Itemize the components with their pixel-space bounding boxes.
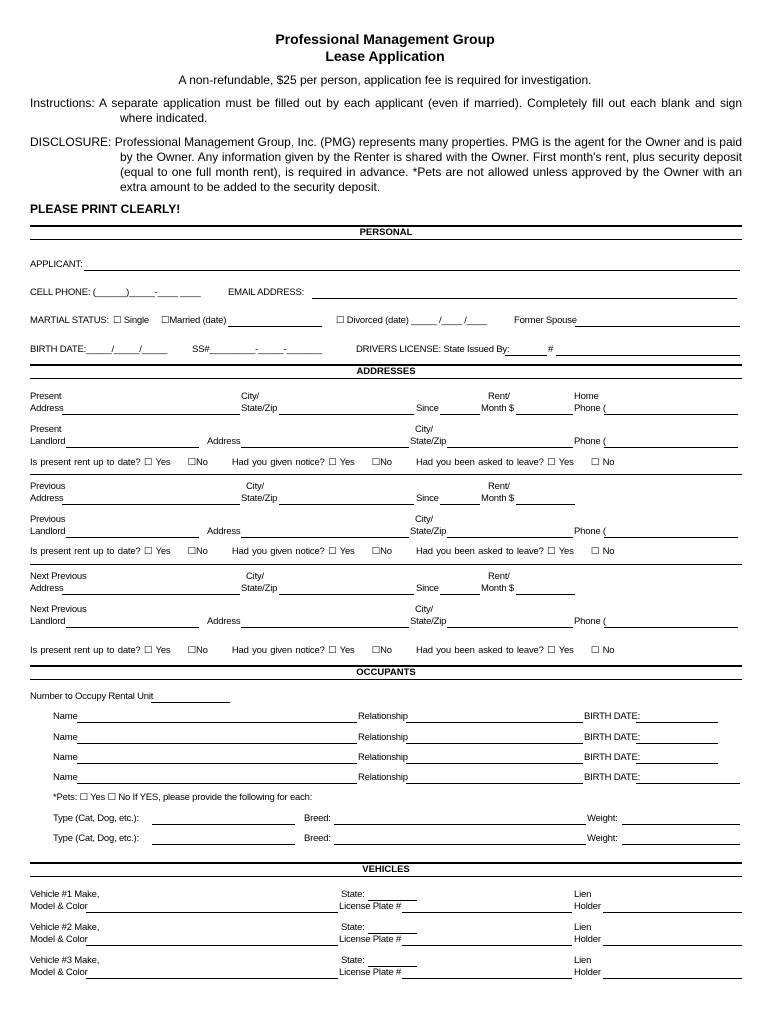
vehicle-3-model-field[interactable] [86, 978, 338, 979]
notice-yes-checkbox[interactable]: ☐ Yes [328, 457, 355, 468]
occupant-name-field[interactable] [77, 763, 357, 764]
drivers-license-label: DRIVERS LICENSE: State Issued By: [356, 344, 510, 355]
pets-yes-checkbox[interactable]: ☐ Yes [79, 792, 106, 803]
since-label: Since [416, 583, 439, 594]
birth-date-label: BIRTH DATE: [584, 772, 641, 783]
rent-yes-checkbox[interactable]: ☐ Yes [143, 457, 171, 468]
pets-label: *Pets: [53, 792, 78, 803]
rent-label: Rent/ [488, 481, 510, 492]
rent-up-to-date-question: Is present rent up to date? [30, 546, 141, 557]
next-previous-city-field[interactable] [279, 594, 414, 595]
yes-label: Yes [339, 457, 355, 468]
notice-yes-checkbox[interactable]: ☐ Yes [328, 546, 355, 557]
previous-rent-questions [30, 546, 614, 557]
next-previous-rent-questions [30, 645, 614, 656]
name-label: Name [53, 732, 78, 743]
vehicle-1-plate-field[interactable] [402, 912, 572, 913]
no-label: No [196, 457, 208, 468]
married-checkbox[interactable]: ☐Married (date) [161, 315, 227, 326]
occupant-name-field[interactable] [77, 783, 357, 784]
lien-label: Lien [574, 955, 592, 966]
yes-label: Yes [558, 645, 574, 656]
vehicle-3-label: Vehicle #3 Make, [30, 955, 100, 966]
divider [30, 564, 742, 565]
rent-up-to-date-question: Is present rent up to date? [30, 645, 141, 656]
pet-type-label: Type (Cat, Dog, etc.): [53, 813, 139, 824]
present-landlord-field[interactable] [66, 447, 199, 448]
month-label: Month $ [481, 403, 514, 414]
birth-date-label: BIRTH DATE: [584, 711, 641, 722]
next-previous-address-field[interactable] [62, 594, 240, 595]
model-color-label: Model & Color [30, 934, 88, 945]
license-number-field[interactable] [556, 355, 740, 356]
section-heading: PERSONAL [359, 227, 413, 238]
email-field[interactable] [312, 298, 737, 299]
previous-label: Previous [30, 514, 66, 525]
section-addresses [30, 364, 742, 379]
vehicle-1-label: Vehicle #1 Make, [30, 889, 100, 900]
vehicle-3-plate-field[interactable] [402, 978, 572, 979]
pet-type-field[interactable] [152, 844, 295, 845]
married-date-field[interactable] [228, 326, 322, 327]
relationship-label: Relationship [358, 732, 408, 743]
fee-note: A non-refundable, $25 per person, application fee is required for investigation. [178, 73, 592, 87]
weight-label: Weight: [587, 833, 618, 844]
present-city-field[interactable] [279, 414, 414, 415]
cell-phone-label[interactable]: CELL PHONE: (______)_____-____ ____ [30, 287, 201, 298]
vehicle-1-lien-field[interactable] [603, 912, 742, 913]
phone-label: Phone ( [574, 436, 606, 447]
since-label: Since [416, 493, 439, 504]
vehicle-2-label: Vehicle #2 Make, [30, 922, 100, 933]
previous-landlord-city-field[interactable] [447, 537, 573, 538]
yes-label: Yes [558, 546, 574, 557]
plate-label: License Plate # [339, 967, 401, 978]
no-label: No [196, 546, 208, 557]
present-rent-questions [30, 457, 614, 468]
vehicle-2-plate-field[interactable] [402, 945, 572, 946]
section-heading: ADDRESSES [356, 366, 416, 377]
rent-yes-checkbox[interactable]: ☐ Yes [143, 645, 171, 656]
applicant-field[interactable] [84, 270, 740, 271]
rent-label: Rent/ [488, 571, 510, 582]
breed-label: Breed: [304, 813, 331, 824]
divorced-label: Divorced (date) _____ /____ /____ [346, 315, 487, 326]
phone-label: Phone ( [574, 403, 606, 414]
state-zip-label: State/Zip [410, 436, 447, 447]
no-label: No [380, 546, 392, 557]
former-spouse-field[interactable] [575, 326, 740, 327]
since-label: Since [416, 403, 439, 414]
next-previous-since-field[interactable] [440, 594, 480, 595]
number-occupants-field[interactable] [151, 702, 230, 703]
address-label: Address [207, 436, 241, 447]
pet-type-label: Type (Cat, Dog, etc.): [53, 833, 139, 844]
print-clearly-label: PLEASE PRINT CLEARLY! [30, 202, 181, 216]
phone-label: Phone ( [574, 616, 606, 627]
previous-since-field[interactable] [440, 504, 480, 505]
previous-address-field[interactable] [62, 504, 240, 505]
applicant-label: APPLICANT: [30, 259, 83, 270]
phone-label: Phone ( [574, 526, 606, 537]
city-label: City/ [246, 481, 265, 492]
occupant-relationship-field[interactable] [406, 783, 583, 784]
occupant-birth-date-field[interactable] [636, 783, 740, 784]
leave-no-checkbox[interactable]: ☐ No [590, 645, 615, 656]
leave-question: Had you been asked to leave? [415, 645, 544, 656]
leave-yes-checkbox[interactable]: ☐ Yes [547, 457, 574, 468]
leave-no-checkbox[interactable]: ☐ No [590, 457, 615, 468]
address-label: Address [30, 583, 64, 594]
pets-no-checkbox[interactable]: ☐ No If YES, please provide the following for each: [107, 792, 313, 803]
plate-label: License Plate # [339, 934, 401, 945]
rent-no-checkbox[interactable]: ☐No [187, 546, 208, 557]
marital-label: MARTIAL STATUS: [30, 315, 109, 326]
state-zip-label: State/Zip [241, 403, 278, 414]
city-label: City/ [246, 571, 265, 582]
holder-label: Holder [574, 967, 601, 978]
relationship-label: Relationship [358, 711, 408, 722]
rent-up-to-date-question: Is present rent up to date? [30, 457, 141, 468]
state-zip-label: State/Zip [410, 526, 447, 537]
rent-yes-checkbox[interactable]: ☐ Yes [143, 546, 171, 557]
rent-no-checkbox[interactable]: ☐No [187, 457, 208, 468]
relationship-label: Relationship [358, 752, 408, 763]
leave-question: Had you been asked to leave? [415, 546, 544, 557]
rent-label: Rent/ [488, 391, 510, 402]
state-zip-label: State/Zip [241, 493, 278, 504]
birth-date-label: BIRTH DATE: [584, 752, 641, 763]
pet-weight-field[interactable] [622, 844, 740, 845]
city-label: City/ [415, 604, 434, 615]
section-heading: VEHICLES [362, 864, 410, 875]
weight-label: Weight: [587, 813, 618, 824]
married-label: Married (date) [169, 315, 227, 326]
next-previous-landlord-phone-field[interactable] [604, 627, 738, 628]
month-label: Month $ [481, 493, 514, 504]
section-occupants [30, 665, 742, 680]
single-label: Single [123, 315, 149, 326]
present-landlord-city-field[interactable] [447, 447, 573, 448]
section-heading: OCCUPANTS [356, 667, 416, 678]
present-label: Present [30, 424, 62, 435]
address-label: Address [207, 526, 241, 537]
divider [30, 474, 742, 475]
occupant-relationship-field[interactable] [406, 763, 583, 764]
section-vehicles [30, 862, 742, 877]
present-label: Present [30, 391, 62, 402]
previous-landlord-field[interactable] [66, 537, 199, 538]
birth-date-label: BIRTH DATE: [584, 732, 641, 743]
disclosure-text: DISCLOSURE: Professional Management Group, Inc. (PMG) represents many properties. PMG is the agent for the Owner and is paid by the Owner. Any information given by the Renter is shared with the Owner. First month's rent, plus security deposit (equal to one full month rent), is required in advance. *Pets are not allowed unless approved by the Owner with an extra amount to be added to the security deposit. [30, 135, 742, 194]
divorced-checkbox[interactable]: ☐ Divorced (date) _____ /____ /____ [336, 315, 487, 326]
leave-yes-checkbox[interactable]: ☐ Yes [547, 645, 574, 656]
previous-label: Previous [30, 481, 66, 492]
section-personal [30, 225, 742, 240]
no-label: No [602, 546, 615, 557]
holder-label: Holder [574, 934, 601, 945]
yes-label: Yes [339, 546, 355, 557]
yes-label: Yes [90, 792, 106, 803]
name-label: Name [53, 772, 78, 783]
holder-label: Holder [574, 901, 601, 912]
model-color-label: Model & Color [30, 901, 88, 912]
yes-label: Yes [558, 457, 574, 468]
city-label: City/ [241, 391, 260, 402]
single-checkbox[interactable]: ☐ Single [113, 315, 149, 326]
ss-label[interactable]: SS#_________-_____-_______ [192, 344, 323, 355]
notice-question: Had you given notice? [231, 645, 325, 656]
home-label: Home [574, 391, 599, 402]
leave-no-checkbox[interactable]: ☐ No [590, 546, 615, 557]
present-rent-field[interactable] [516, 414, 573, 415]
relationship-label: Relationship [358, 772, 408, 783]
city-label: City/ [415, 514, 434, 525]
vehicle-2-lien-field[interactable] [603, 945, 742, 946]
pet-type-field[interactable] [152, 824, 295, 825]
name-label: Name [53, 752, 78, 763]
rent-no-checkbox[interactable]: ☐No [187, 645, 208, 656]
month-label: Month $ [481, 583, 514, 594]
notice-question: Had you given notice? [231, 457, 325, 468]
next-previous-landlord-field[interactable] [66, 627, 199, 628]
next-previous-rent-field[interactable] [516, 594, 575, 595]
leave-yes-checkbox[interactable]: ☐ Yes [547, 546, 574, 557]
no-label: No [380, 457, 392, 468]
instructions-text: Instructions: A separate application must be filled out by each applicant (even if married). Completely fill out each blank and sign where indicated. [30, 96, 742, 125]
occupant-birth-date-field[interactable] [636, 722, 718, 723]
number-occupants-label: Number to Occupy Rental Unit [30, 691, 154, 702]
yes-label: Yes [155, 546, 171, 557]
yes-label: Yes [155, 645, 171, 656]
form-title: Professional Management Group [275, 31, 495, 47]
lien-label: Lien [574, 922, 592, 933]
pet-breed-field[interactable] [334, 844, 586, 845]
vehicle-1-model-field[interactable] [86, 912, 338, 913]
present-since-field[interactable] [440, 414, 480, 415]
no-label: No [196, 645, 208, 656]
notice-yes-checkbox[interactable]: ☐ Yes [328, 645, 355, 656]
name-label: Name [53, 711, 78, 722]
state-label: State: [341, 889, 365, 900]
state-label: State: [341, 955, 365, 966]
state-label: State: [341, 922, 365, 933]
lien-label: Lien [574, 889, 592, 900]
plate-label: License Plate # [339, 901, 401, 912]
model-color-label: Model & Color [30, 967, 88, 978]
pet-breed-field[interactable] [334, 824, 586, 825]
city-label: City/ [415, 424, 434, 435]
occupant-relationship-field[interactable] [406, 722, 583, 723]
previous-rent-field[interactable] [516, 504, 575, 505]
occupant-birth-date-field[interactable] [636, 763, 718, 764]
previous-city-field[interactable] [279, 504, 414, 505]
no-label: No [380, 645, 392, 656]
notice-no-checkbox[interactable]: ☐No [371, 546, 392, 557]
occupant-name-field[interactable] [77, 743, 357, 744]
pets-no-label: No If YES, please provide the following for each: [118, 792, 313, 803]
pets-row [53, 792, 312, 803]
state-zip-label: State/Zip [410, 616, 447, 627]
no-label: No [602, 457, 615, 468]
email-label: EMAIL ADDRESS: [228, 287, 305, 298]
state-zip-label: State/Zip [241, 583, 278, 594]
birth-date-label[interactable]: BIRTH DATE:_____/_____/_____ [30, 344, 168, 355]
landlord-phone-field[interactable] [604, 447, 738, 448]
hash-label: # [548, 344, 554, 355]
pet-weight-field[interactable] [622, 824, 740, 825]
leave-question: Had you been asked to leave? [415, 457, 544, 468]
form-subtitle: Lease Application [325, 48, 445, 64]
notice-question: Had you given notice? [231, 546, 325, 557]
address-label: Address [207, 616, 241, 627]
address-label: Address [30, 493, 64, 504]
next-previous-landlord-address-field[interactable] [241, 627, 409, 628]
notice-no-checkbox[interactable]: ☐No [371, 645, 392, 656]
yes-label: Yes [155, 457, 171, 468]
vehicle-2-model-field[interactable] [86, 945, 338, 946]
home-phone-field[interactable] [604, 414, 738, 415]
yes-label: Yes [339, 645, 355, 656]
breed-label: Breed: [304, 833, 331, 844]
former-spouse-label: Former Spouse [514, 315, 577, 326]
address-label: Address [30, 403, 64, 414]
landlord-label: Landlord [30, 616, 66, 627]
occupant-birth-date-field[interactable] [636, 743, 718, 744]
no-label: No [602, 645, 615, 656]
landlord-label: Landlord [30, 436, 66, 447]
license-state-field[interactable] [505, 355, 547, 356]
occupant-relationship-field[interactable] [406, 743, 583, 744]
previous-landlord-phone-field[interactable] [604, 537, 738, 538]
occupant-name-field[interactable] [77, 722, 357, 723]
previous-landlord-address-field[interactable] [241, 537, 409, 538]
notice-no-checkbox[interactable]: ☐No [371, 457, 392, 468]
present-address-field[interactable] [62, 414, 240, 415]
landlord-label: Landlord [30, 526, 66, 537]
vehicle-3-lien-field[interactable] [603, 978, 742, 979]
present-landlord-address-field[interactable] [241, 447, 409, 448]
next-previous-landlord-city-field[interactable] [447, 627, 573, 628]
next-previous-label: Next Previous [30, 571, 87, 582]
next-previous-label: Next Previous [30, 604, 87, 615]
